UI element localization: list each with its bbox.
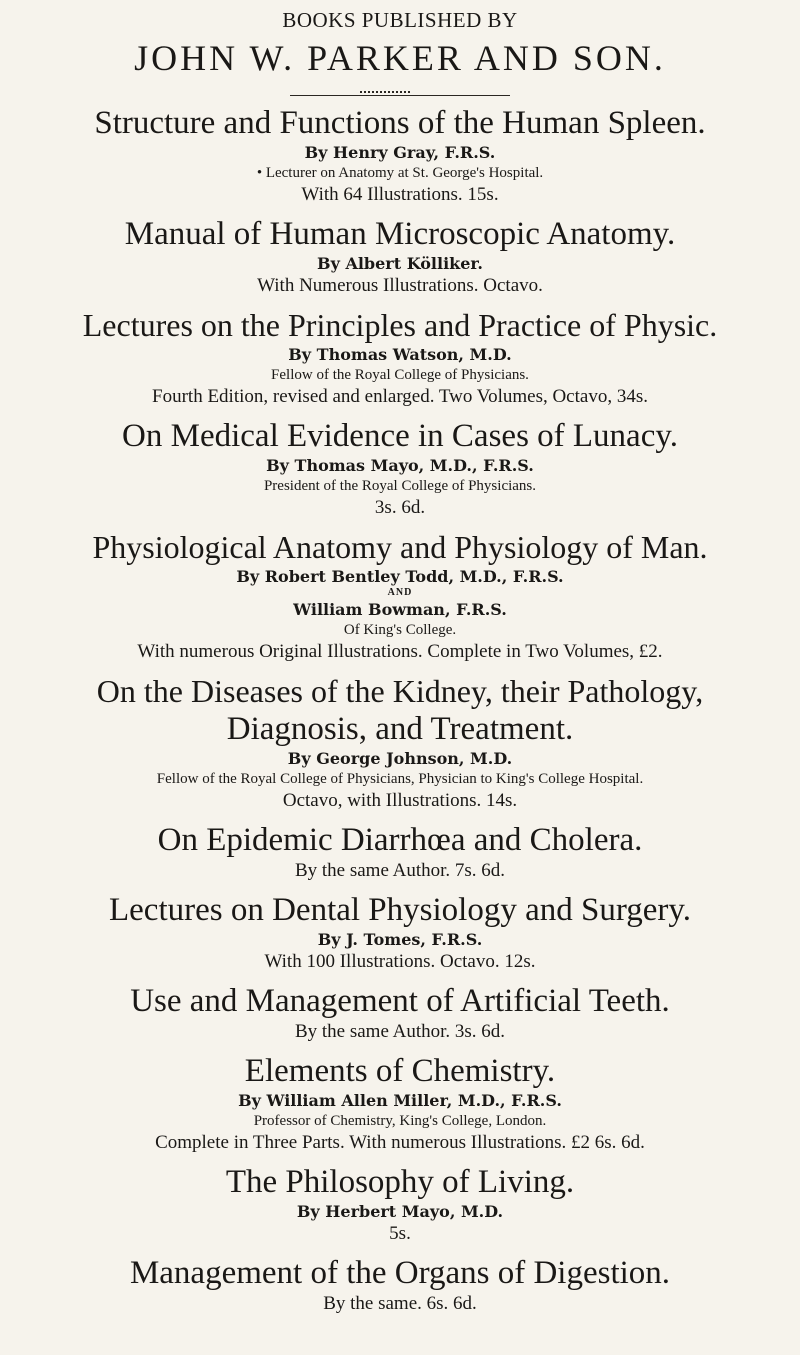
author-credential: Fellow of the Royal College of Physicians, Physician to King's College Hospital. <box>156 771 644 787</box>
book-entry-cholera <box>0 821 800 883</box>
book-detail: By the same Author. 3s. 6d. <box>294 1021 506 1042</box>
author-credential: President of the Royal College of Physicians. <box>263 478 537 494</box>
book-title: Use and Management of Artificial Teeth. <box>130 983 670 1019</box>
book-detail: 5s. <box>389 1223 411 1244</box>
book-entry-dental <box>0 891 800 974</box>
book-entry-artificial-teeth <box>0 982 800 1044</box>
author-credential: Fellow of the Royal College of Physicians. <box>271 367 529 383</box>
book-entry-digestion <box>0 1254 800 1316</box>
book-coauthor: William Bowman, F.R.S. <box>293 600 507 619</box>
book-entry-spleen <box>0 104 800 207</box>
book-title: Structure and Functions of the Human Spleen. <box>94 105 706 141</box>
book-title: Physiological Anatomy and Physiology of Man. <box>92 529 708 565</box>
book-title: Lectures on the Principles and Practice of Physic. <box>82 307 718 343</box>
book-title: Elements of Chemistry. <box>244 1053 556 1089</box>
book-title: Manual of Human Microscopic Anatomy. <box>124 216 676 252</box>
book-detail: With numerous Original Illustrations. Complete in Two Volumes, £2. <box>137 641 663 662</box>
book-detail: With 64 Illustrations. 15s. <box>301 184 499 205</box>
book-detail: By the same. 6s. 6d. <box>323 1293 477 1314</box>
book-detail: Fourth Edition, revised and enlarged. Two Volumes, Octavo, 34s. <box>152 386 648 407</box>
book-author: By Albert Kölliker. <box>317 254 483 273</box>
author-conjunction: AND <box>387 587 413 598</box>
header-divider-ornament <box>360 91 410 93</box>
book-entry-microscopic-anatomy <box>0 215 800 298</box>
book-detail: 3s. 6d. <box>374 497 426 518</box>
book-author: By Herbert Mayo, M.D. <box>296 1202 504 1221</box>
book-title: Lectures on Dental Physiology and Surgery. <box>109 892 691 928</box>
header-books-published-by: BOOKS PUBLISHED BY <box>282 8 518 32</box>
book-author: By J. Tomes, F.R.S. <box>317 930 483 949</box>
book-entry-physiological-anatomy <box>0 528 800 664</box>
book-title: On Medical Evidence in Cases of Lunacy. <box>122 418 678 454</box>
book-author: By William Allen Miller, M.D., F.R.S. <box>238 1091 562 1110</box>
book-entry-kidney <box>0 672 800 813</box>
book-detail: Octavo, with Illustrations. 14s. <box>282 790 518 811</box>
book-detail: Complete in Three Parts. With numerous Illustrations. £2 6s. 6d. <box>155 1132 645 1153</box>
book-author: By Robert Bentley Todd, M.D., F.R.S. <box>236 567 564 586</box>
book-author: By Thomas Watson, M.D. <box>288 345 512 364</box>
book-entry-physic <box>0 306 800 409</box>
book-entry-philosophy-of-living <box>0 1163 800 1246</box>
author-credential: • Lecturer on Anatomy at St. George's Hospital. <box>256 165 544 181</box>
book-title: The Philosophy of Living. <box>225 1164 575 1200</box>
book-author: By George Johnson, M.D. <box>287 749 513 768</box>
book-author: By Thomas Mayo, M.D., F.R.S. <box>266 456 534 475</box>
book-title-continued: Diagnosis, and Treatment. <box>226 711 574 747</box>
book-detail: By the same Author. 7s. 6d. <box>294 860 506 881</box>
book-detail: With 100 Illustrations. Octavo. 12s. <box>264 951 536 972</box>
book-entry-lunacy <box>0 417 800 520</box>
author-credential: Of King's College. <box>343 622 457 638</box>
book-author: By Henry Gray, F.R.S. <box>304 143 496 162</box>
book-detail: With Numerous Illustrations. Octavo. <box>257 275 543 296</box>
header-publisher-name: JOHN W. PARKER AND SON. <box>134 38 666 78</box>
author-credential: Professor of Chemistry, King's College, London. <box>253 1113 547 1129</box>
book-list <box>0 104 800 1324</box>
book-entry-chemistry <box>0 1052 800 1155</box>
book-title: On the Diseases of the Kidney, their Pathology, <box>96 673 704 709</box>
book-title: Management of the Organs of Digestion. <box>129 1255 671 1291</box>
book-title: On Epidemic Diarrhœa and Cholera. <box>157 822 643 858</box>
header-divider <box>290 95 510 96</box>
